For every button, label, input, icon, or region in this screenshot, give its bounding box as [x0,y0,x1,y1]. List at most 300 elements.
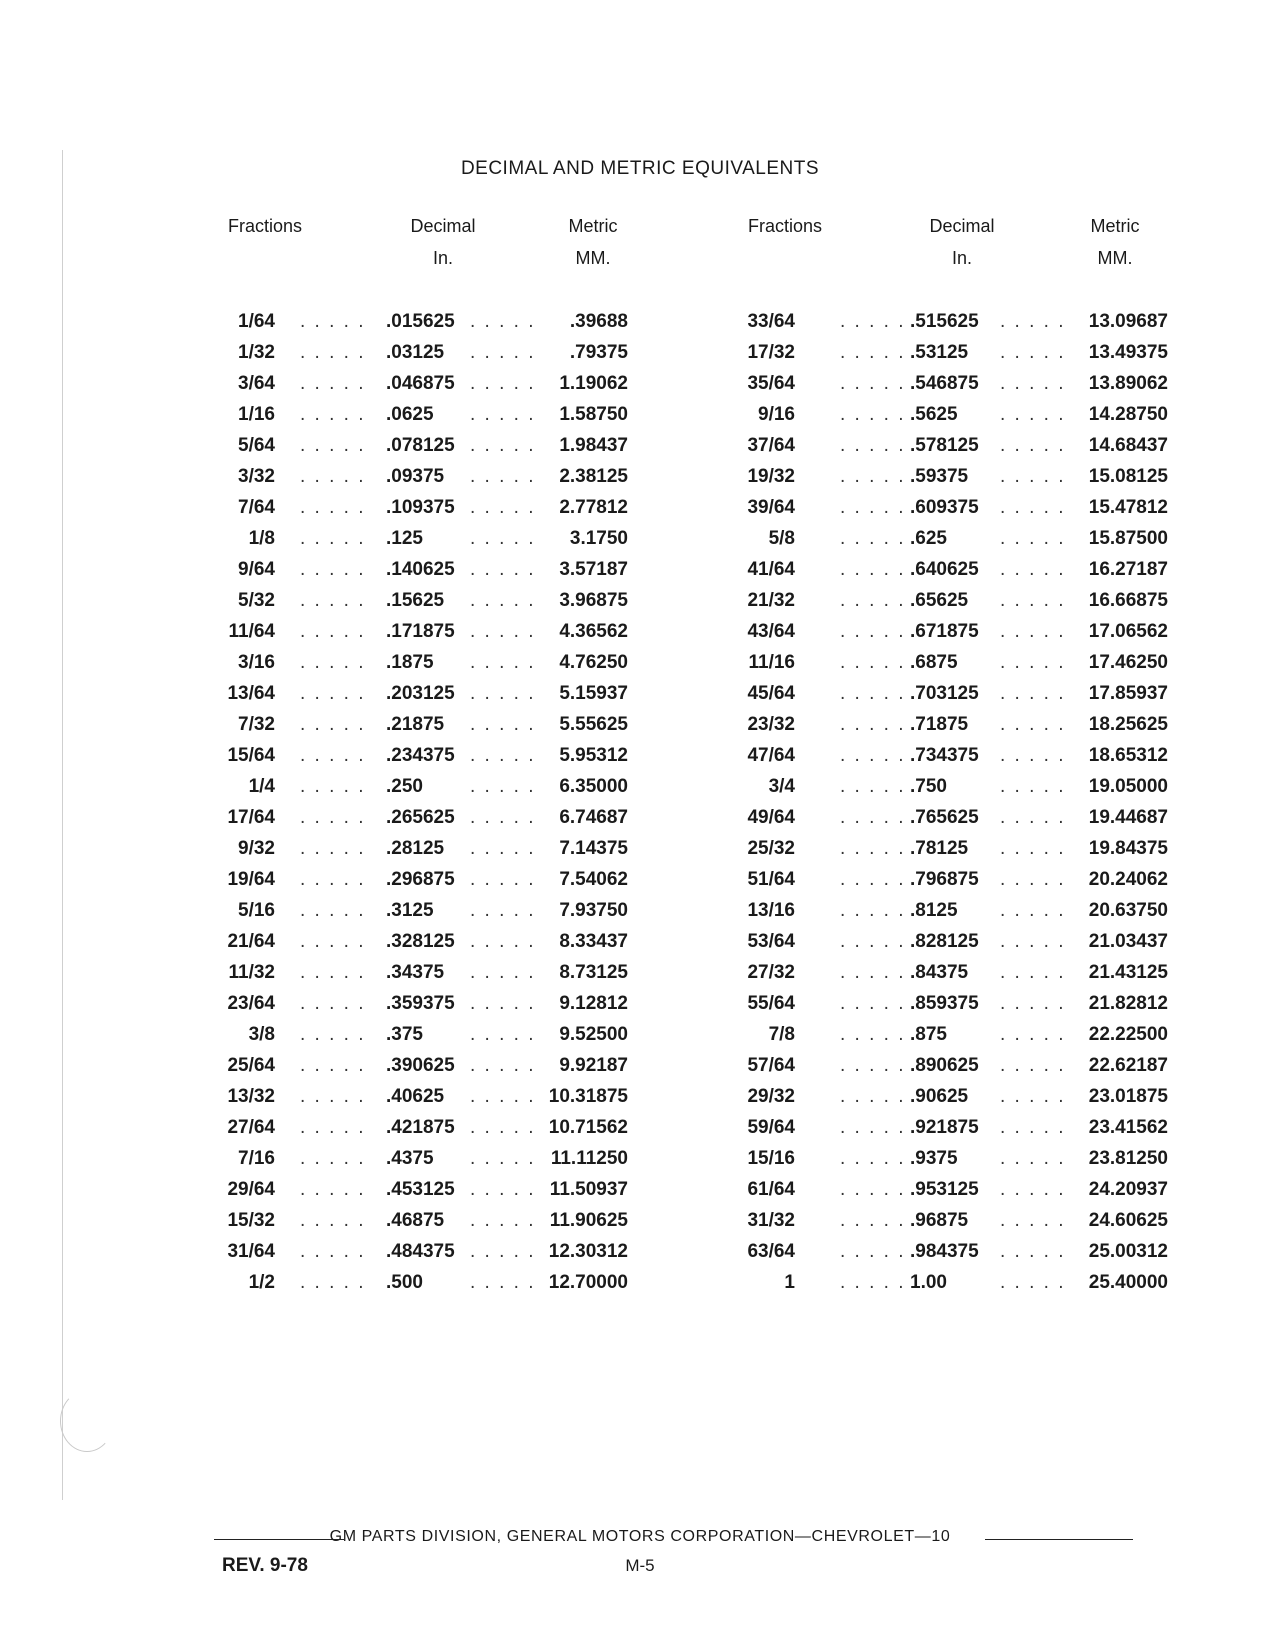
decimal-inch-value: .96875 [910,1210,969,1231]
metric-mm-value: 19.84375 [1088,838,1168,859]
dot-leader: . . . . . [300,1148,366,1169]
dot-leader: . . . . . [300,311,366,332]
dot-leader: . . . . . [300,807,366,828]
dot-leader: . . . . . [840,528,906,549]
right-table-row [0,1267,1280,1299]
decimal-inch-value: .984375 [910,1241,979,1262]
dot-leader: . . . . . [300,931,366,952]
right-table-row [0,740,1280,772]
metric-mm-value: 17.46250 [1088,652,1168,673]
dot-leader: . . . . . [300,1024,366,1045]
fraction-value: 3/4 [768,776,795,797]
dot-leader: . . . . . [300,745,366,766]
decimal-inch-value: .046875 [386,373,455,394]
fraction-value: 3/64 [238,373,275,394]
right-table-row [0,1112,1280,1144]
dot-leader: . . . . . [840,404,906,425]
fraction-value: 33/64 [747,311,795,332]
dot-leader: . . . . . [300,900,366,921]
metric-mm-value: 14.28750 [1088,404,1168,425]
right-table-row [0,523,1280,555]
right-table-row [0,585,1280,617]
dot-leader: . . . . . [840,993,906,1014]
fraction-value: 41/64 [747,559,795,580]
decimal-inch-value: .375 [386,1024,423,1045]
fraction-value: 13/32 [227,1086,275,1107]
footer-text: GM PARTS DIVISION, GENERAL MOTORS CORPORATION—CHEVROLET—10 [329,1528,951,1545]
right-table-row [0,430,1280,462]
metric-mm-value: 14.68437 [1088,435,1168,456]
revision-label: REV. 9-78 [222,1555,308,1576]
dot-leader: . . . . . [300,1179,366,1200]
right-table-row [0,988,1280,1020]
dot-leader: . . . . . [470,1148,536,1169]
right-table-row [0,616,1280,648]
decimal-inch-value: .84375 [910,962,969,983]
metric-mm-value: 15.47812 [1088,497,1168,518]
metric-mm-value: 9.52500 [559,1024,628,1045]
metric-mm-value: 16.66875 [1088,590,1168,611]
metric-mm-value: 2.38125 [559,466,628,487]
dot-leader: . . . . . [1000,1086,1066,1107]
fraction-value: 27/64 [227,1117,275,1138]
right-table-row [0,399,1280,431]
metric-mm-value: 25.00312 [1088,1241,1168,1262]
fraction-value: 3/8 [248,1024,275,1045]
right-table-row [0,306,1280,338]
decimal-inch-value: .5625 [910,404,958,425]
dot-leader: . . . . . [470,621,536,642]
dot-leader: . . . . . [840,807,906,828]
decimal-inch-value: .859375 [910,993,979,1014]
right-table-row [0,554,1280,586]
dot-leader: . . . . . [1000,838,1066,859]
decimal-inch-value: .953125 [910,1179,979,1200]
dot-leader: . . . . . [300,776,366,797]
decimal-inch-value: .46875 [386,1210,445,1231]
dot-leader: . . . . . [840,373,906,394]
decimal-inch-value: .59375 [910,466,969,487]
metric-mm-value: 23.41562 [1088,1117,1168,1138]
right-table-row [0,1019,1280,1051]
metric-mm-value: 3.96875 [559,590,628,611]
right-table-row [0,895,1280,927]
metric-mm-value: 9.12812 [559,993,628,1014]
dot-leader: . . . . . [470,466,536,487]
dot-leader: . . . . . [470,807,536,828]
left-header-metric: Metric MM. [568,216,618,268]
decimal-inch-value: .078125 [386,435,455,456]
fraction-value: 23/32 [747,714,795,735]
dot-leader: . . . . . [1000,404,1066,425]
decimal-inch-value: .250 [386,776,423,797]
dot-leader: . . . . . [470,869,536,890]
dot-leader: . . . . . [470,776,536,797]
right-header-metric: Metric MM. [1090,216,1140,268]
decimal-inch-value: .484375 [386,1241,455,1262]
metric-mm-value: 9.92187 [559,1055,628,1076]
decimal-inch-value: .203125 [386,683,455,704]
decimal-inch-value: .796875 [910,869,979,890]
fraction-value: 53/64 [747,931,795,952]
decimal-inch-value: .640625 [910,559,979,580]
metric-mm-value: 23.81250 [1088,1148,1168,1169]
decimal-inch-value: .500 [386,1272,423,1293]
metric-mm-value: 10.71562 [548,1117,628,1138]
right-table-row [0,647,1280,679]
metric-mm-value: .39688 [569,311,628,332]
right-table-row [0,833,1280,865]
fraction-value: 21/64 [227,931,275,952]
decimal-inch-value: .296875 [386,869,455,890]
metric-mm-value: 25.40000 [1088,1272,1168,1293]
dot-leader: . . . . . [300,1241,366,1262]
fraction-value: 1/8 [248,528,275,549]
metric-mm-value: 3.57187 [559,559,628,580]
dot-leader: . . . . . [470,1055,536,1076]
decimal-inch-value: .625 [910,528,947,549]
dot-leader: . . . . . [470,528,536,549]
dot-leader: . . . . . [840,1055,906,1076]
metric-mm-value: 7.14375 [559,838,628,859]
dot-leader: . . . . . [470,931,536,952]
dot-leader: . . . . . [840,714,906,735]
decimal-inch-value: .765625 [910,807,979,828]
dot-leader: . . . . . [1000,466,1066,487]
fraction-value: 63/64 [747,1241,795,1262]
fraction-value: 29/64 [227,1179,275,1200]
dot-leader: . . . . . [470,714,536,735]
decimal-inch-value: .609375 [910,497,979,518]
fraction-value: 9/32 [238,838,275,859]
metric-mm-value: 8.33437 [559,931,628,952]
dot-leader: . . . . . [1000,1117,1066,1138]
decimal-inch-value: .546875 [910,373,979,394]
decimal-inch-value: .015625 [386,311,455,332]
dot-leader: . . . . . [470,1179,536,1200]
metric-mm-value: 20.63750 [1088,900,1168,921]
fraction-value: 11/16 [748,652,795,673]
decimal-inch-value: 1.00 [910,1272,947,1293]
dot-leader: . . . . . [1000,1272,1066,1293]
fraction-value: 27/32 [747,962,795,983]
dot-leader: . . . . . [300,1055,366,1076]
dot-leader: . . . . . [1000,1241,1066,1262]
dot-leader: . . . . . [1000,590,1066,611]
fraction-value: 1/64 [238,311,275,332]
fraction-value: 9/64 [238,559,275,580]
dot-leader: . . . . . [300,993,366,1014]
metric-mm-value: 19.05000 [1088,776,1168,797]
decimal-inch-value: .4375 [386,1148,434,1169]
dot-leader: . . . . . [1000,931,1066,952]
dot-leader: . . . . . [840,1117,906,1138]
dot-leader: . . . . . [470,745,536,766]
metric-mm-value: 23.01875 [1088,1086,1168,1107]
fraction-value: 61/64 [747,1179,795,1200]
right-table-row [0,1081,1280,1113]
decimal-inch-value: .53125 [910,342,969,363]
fraction-value: 45/64 [747,683,795,704]
metric-mm-value: 11.11250 [550,1148,628,1169]
dot-leader: . . . . . [840,1272,906,1293]
decimal-inch-value: .90625 [910,1086,969,1107]
decimal-inch-value: .125 [386,528,423,549]
fraction-value: 9/16 [758,404,795,425]
dot-leader: . . . . . [840,497,906,518]
metric-mm-value: 4.36562 [559,621,628,642]
dot-leader: . . . . . [470,342,536,363]
dot-leader: . . . . . [470,1210,536,1231]
fraction-value: 5/16 [238,900,275,921]
decimal-inch-value: .453125 [386,1179,455,1200]
decimal-inch-value: .875 [910,1024,947,1045]
metric-mm-value: 1.19062 [559,373,628,394]
metric-mm-value: 22.62187 [1088,1055,1168,1076]
fraction-value: 7/16 [238,1148,275,1169]
decimal-inch-value: .1875 [386,652,434,673]
metric-mm-value: 21.82812 [1088,993,1168,1014]
page-title: DECIMAL AND METRIC EQUIVALENTS [460,158,820,179]
metric-mm-value: 6.35000 [559,776,628,797]
decimal-inch-value: .234375 [386,745,455,766]
fraction-value: 35/64 [747,373,795,394]
decimal-inch-value: .3125 [386,900,434,921]
fraction-value: 37/64 [747,435,795,456]
fraction-value: 23/64 [227,993,275,1014]
decimal-inch-value: .828125 [910,931,979,952]
metric-mm-value: 17.85937 [1088,683,1168,704]
dot-leader: . . . . . [470,1117,536,1138]
dot-leader: . . . . . [1000,776,1066,797]
decimal-inch-value: .9375 [910,1148,958,1169]
dot-leader: . . . . . [1000,1024,1066,1045]
fraction-value: 25/64 [227,1055,275,1076]
dot-leader: . . . . . [470,838,536,859]
metric-mm-value: 13.09687 [1088,311,1168,332]
decimal-inch-value: .421875 [386,1117,455,1138]
metric-mm-value: 18.65312 [1088,745,1168,766]
dot-leader: . . . . . [300,652,366,673]
dot-leader: . . . . . [470,1086,536,1107]
decimal-inch-value: .703125 [910,683,979,704]
dot-leader: . . . . . [300,559,366,580]
dot-leader: . . . . . [840,311,906,332]
decimal-inch-value: .921875 [910,1117,979,1138]
right-table-row [0,492,1280,524]
dot-leader: . . . . . [300,683,366,704]
right-table-row [0,864,1280,896]
dot-leader: . . . . . [1000,1210,1066,1231]
fraction-value: 1/4 [248,776,275,797]
decimal-inch-value: .09375 [386,466,445,487]
right-table-row [0,1174,1280,1206]
metric-mm-value: 17.06562 [1088,621,1168,642]
fraction-value: 47/64 [747,745,795,766]
dot-leader: . . . . . [300,466,366,487]
fraction-value: 19/64 [227,869,275,890]
dot-leader: . . . . . [470,559,536,580]
right-table-row [0,1205,1280,1237]
fraction-value: 59/64 [747,1117,795,1138]
metric-mm-value: 1.98437 [559,435,628,456]
dot-leader: . . . . . [470,652,536,673]
metric-mm-value: 13.49375 [1088,342,1168,363]
dot-leader: . . . . . [470,1024,536,1045]
dot-leader: . . . . . [300,621,366,642]
dot-leader: . . . . . [840,900,906,921]
dot-leader: . . . . . [1000,621,1066,642]
metric-mm-value: 21.43125 [1088,962,1168,983]
metric-mm-value: 11.90625 [549,1210,628,1231]
dot-leader: . . . . . [1000,311,1066,332]
right-table-row [0,957,1280,989]
metric-mm-value: 8.73125 [559,962,628,983]
fraction-value: 5/8 [768,528,795,549]
decimal-inch-value: .71875 [910,714,969,735]
right-table-row [0,1236,1280,1268]
dot-leader: . . . . . [1000,1055,1066,1076]
metric-mm-value: 15.08125 [1088,466,1168,487]
dot-leader: . . . . . [300,1086,366,1107]
dot-leader: . . . . . [840,466,906,487]
decimal-inch-value: .6875 [910,652,958,673]
dot-leader: . . . . . [300,528,366,549]
dot-leader: . . . . . [470,962,536,983]
dot-leader: . . . . . [840,745,906,766]
dot-leader: . . . . . [470,404,536,425]
dot-leader: . . . . . [470,373,536,394]
right-header-decimal: Decimal In. [929,216,995,268]
decimal-inch-value: .671875 [910,621,979,642]
metric-mm-value: 24.60625 [1088,1210,1168,1231]
dot-leader: . . . . . [300,1210,366,1231]
dot-leader: . . . . . [840,590,906,611]
decimal-inch-value: .890625 [910,1055,979,1076]
dot-leader: . . . . . [840,776,906,797]
right-table-row [0,1050,1280,1082]
decimal-inch-value: .8125 [910,900,958,921]
fraction-value: 3/16 [238,652,275,673]
metric-mm-value: 5.15937 [559,683,628,704]
metric-mm-value: 10.31875 [548,1086,628,1107]
dot-leader: . . . . . [840,838,906,859]
decimal-inch-value: .21875 [386,714,445,735]
right-table-row [0,709,1280,741]
decimal-inch-value: .34375 [386,962,445,983]
decimal-inch-value: .03125 [386,342,445,363]
dot-leader: . . . . . [1000,807,1066,828]
fraction-value: 15/32 [227,1210,275,1231]
metric-mm-value: .79375 [569,342,628,363]
dot-leader: . . . . . [300,1272,366,1293]
dot-leader: . . . . . [840,342,906,363]
decimal-inch-value: .15625 [386,590,445,611]
decimal-inch-value: .140625 [386,559,455,580]
dot-leader: . . . . . [300,714,366,735]
decimal-inch-value: .265625 [386,807,455,828]
fraction-value: 51/64 [747,869,795,890]
fraction-value: 7/32 [238,714,275,735]
fraction-value: 31/64 [227,1241,275,1262]
decimal-inch-value: .65625 [910,590,969,611]
dot-leader: . . . . . [840,683,906,704]
dot-leader: . . . . . [840,1241,906,1262]
dot-leader: . . . . . [1000,342,1066,363]
right-header-fractions: Fractions [748,216,823,236]
metric-mm-value: 19.44687 [1088,807,1168,828]
metric-mm-value: 11.50937 [549,1179,628,1200]
metric-mm-value: 2.77812 [559,497,628,518]
fraction-value: 25/32 [747,838,795,859]
dot-leader: . . . . . [840,962,906,983]
dot-leader: . . . . . [1000,1179,1066,1200]
dot-leader: . . . . . [470,993,536,1014]
dot-leader: . . . . . [300,869,366,890]
dot-leader: . . . . . [840,1148,906,1169]
dot-leader: . . . . . [1000,745,1066,766]
dot-leader: . . . . . [840,1024,906,1045]
dot-leader: . . . . . [470,1272,536,1293]
metric-mm-value: 21.03437 [1088,931,1168,952]
fraction-value: 31/32 [747,1210,795,1231]
metric-mm-value: 4.76250 [559,652,628,673]
decimal-inch-value: .328125 [386,931,455,952]
metric-mm-value: 18.25625 [1088,714,1168,735]
dot-leader: . . . . . [300,962,366,983]
fraction-value: 11/64 [228,621,275,642]
decimal-inch-value: .0625 [386,404,434,425]
fraction-value: 15/16 [747,1148,795,1169]
dot-leader: . . . . . [840,621,906,642]
metric-mm-value: 24.20937 [1088,1179,1168,1200]
decimal-inch-value: .390625 [386,1055,455,1076]
dot-leader: . . . . . [300,590,366,611]
fraction-value: 43/64 [747,621,795,642]
dot-leader: . . . . . [840,559,906,580]
left-header-fractions: Fractions [228,216,303,236]
fraction-value: 1/2 [248,1272,275,1293]
right-table-row [0,678,1280,710]
punch-hole-mark [60,1390,114,1452]
page-number: M-5 [625,1556,655,1575]
dot-leader: . . . . . [300,497,366,518]
dot-leader: . . . . . [840,435,906,456]
dot-leader: . . . . . [840,1086,906,1107]
dot-leader: . . . . . [1000,869,1066,890]
fraction-value: 57/64 [747,1055,795,1076]
metric-mm-value: 20.24062 [1088,869,1168,890]
metric-mm-value: 5.95312 [559,745,628,766]
fraction-value: 1 [784,1272,795,1293]
fraction-value: 39/64 [747,497,795,518]
fraction-value: 11/32 [228,962,275,983]
dot-leader: . . . . . [1000,993,1066,1014]
dot-leader: . . . . . [470,900,536,921]
dot-leader: . . . . . [840,869,906,890]
fraction-value: 5/32 [238,590,275,611]
footer-rule-right [985,1539,1133,1540]
dot-leader: . . . . . [300,838,366,859]
dot-leader: . . . . . [1000,714,1066,735]
decimal-inch-value: .28125 [386,838,445,859]
fraction-value: 13/16 [747,900,795,921]
left-header-decimal: Decimal In. [410,216,476,268]
dot-leader: . . . . . [470,435,536,456]
dot-leader: . . . . . [300,373,366,394]
fraction-value: 13/64 [227,683,275,704]
dot-leader: . . . . . [1000,962,1066,983]
